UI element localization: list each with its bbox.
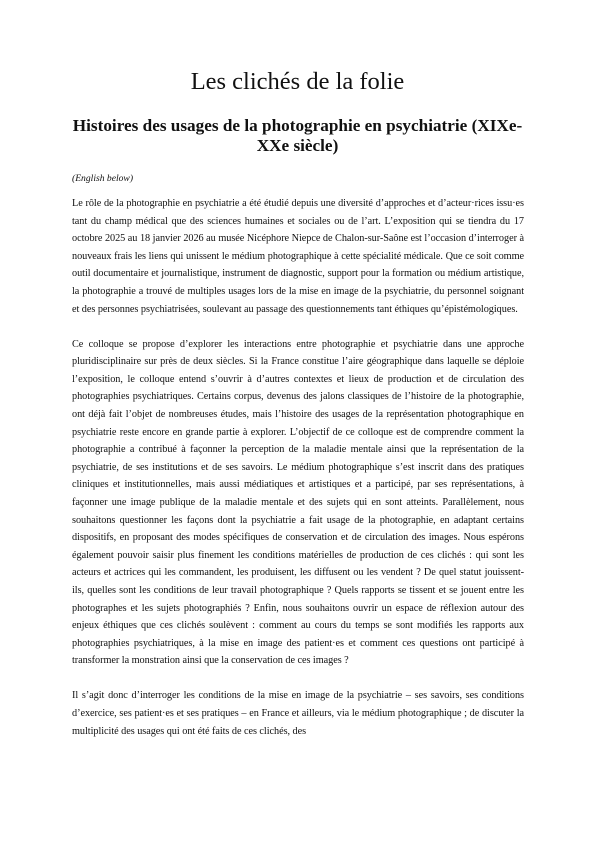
paragraph-1: Le rôle de la photographie en psychiatrie a été étudié depuis une diversité d’approches et d’acteur·rices issu·es tant du champ médical que des sciences humaines et sociales ou de l’art. L’exposition qui se tiendra du 17 octobre 2025 au 18 janvier 2026 au musée Nicéphore Niepce de Chalon-sur-Saône est l’occasion d’interroger à nouveaux frais les liens qui unissent le médium photographique à cette spécialité médicale. Que ce soit comme outil documentaire et journalistique, instrument de diagnostic, support pour la formation ou médium artistique, la photographie a trouvé de multiples usages lors de la mise en image de la psychiatrie, du personnel soignant et des personnes psychiatrisées, soulevant au passage des questionnements tant éthiques qu’épistémologiques. xyxy=(72,198,524,315)
body-text xyxy=(72,195,524,758)
paragraph-2: Ce colloque se propose d’explorer les interactions entre photographie et psychiatrie dans une approche pluridisciplinaire sur près de deux siècles. Si la France constitue l’aire géographique dans laquelle se déploie l’exposition, le colloque entend s’ouvrir à d’autres contextes et lieux de production et de circulation des photographies psychiatriques. Certains corpus, devenus des jalons classiques de l’histoire de la photographie, ont déjà fait l’objet de nombreuses études, mais l’histoire des usages de la représentation photographique en psychiatrie reste encore en grande partie à explorer. L’objectif de ce colloque est de comprendre comment la photographie a contribué à façonner la perception de la maladie mentale ainsi que la représentation de la psychiatrie, de ses institutions et de ses savoirs. Le médium photographique s’est inscrit dans des pratiques cliniques et institutionnelles, mais aussi médiatiques et artistiques et a participé, par ses représentations, à façonner une image publique de la maladie mentale et des sujets qui en sont atteints. Parallèlement, nous souhaitons questionner les façons dont la psychiatrie a fait usage de la photographie, en adaptant certains dispositifs, en proposant des modes spécifiques de conservation et de circulation des images. Nous espérons également pouvoir saisir plus finement les conditions matérielles de production de ces clichés : qui sont les acteurs et actrices qui les commandent, les produisent, les diffusent ou les vendent ? De quel statut jouissent-ils, quelles sont les conditions de leur travail photographique ? Quels rapports se tissent et se jouent entre les photographes et les sujets photographiés ? Enfin, nous souhaitons ouvrir un espace de réflexion autour des enjeux éthiques que ces clichés soulèvent : comment au cours du temps se sont modifiés les rapports aux photographies psychiatriques, à la mise en image des patient·es et comment ces questions ont participé à transformer la monstration ainsi que la conservation de ces images ? xyxy=(72,338,524,667)
paragraph-3: Il s’agit donc d’interroger les conditions de la mise en image de la psychiatrie – ses savoirs, ses conditions d’exercice, ses patient·es et ses pratiques – en France et ailleurs, via le médium photographique ; de discuter la multiplicité des usages qui ont été faits de ces clichés, des xyxy=(72,690,524,737)
english-below-note: (English below) xyxy=(72,173,134,184)
page-subtitle: Histoires des usages de la photographie en psychiatrie (XIXe-XXe siècle) xyxy=(72,116,523,155)
page-title: Les clichés de la folie xyxy=(190,68,405,95)
